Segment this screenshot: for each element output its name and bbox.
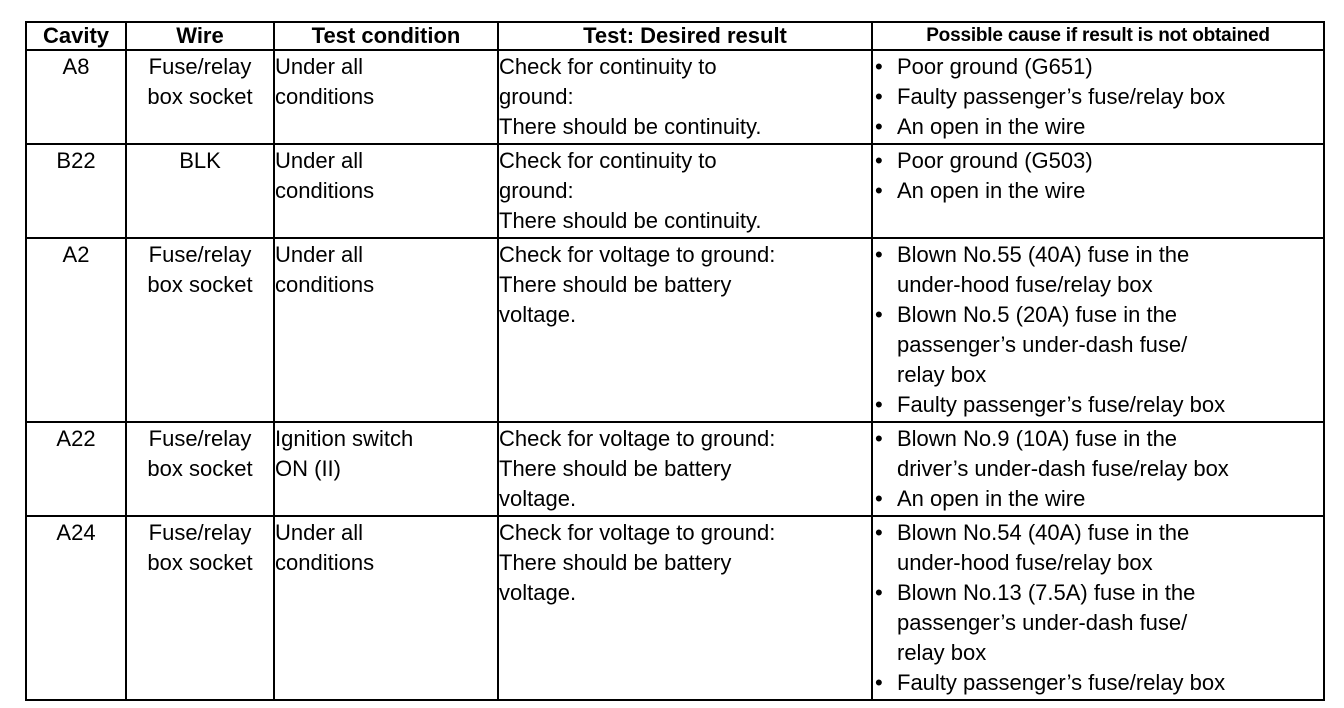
header-wire: Wire: [126, 22, 274, 50]
cause-line: Blown No.5 (20A) fuse in the: [897, 302, 1178, 327]
table-body: [26, 50, 1324, 700]
wire-cell: [126, 238, 274, 422]
test-condition-line: ON (II): [275, 456, 341, 481]
bullet-icon: •: [875, 114, 883, 139]
cavity-value: A22: [56, 426, 96, 451]
cause-line: Blown No.9 (10A) fuse in the: [897, 426, 1178, 451]
bullet-icon: •: [875, 54, 883, 79]
bullet-icon: •: [875, 242, 883, 267]
cavity-value: A24: [56, 520, 96, 545]
test-condition-line: conditions: [275, 178, 375, 203]
wire-line: Fuse/relay: [148, 54, 252, 79]
cause-line: passenger’s under-dash fuse/: [897, 610, 1188, 635]
table-row: [26, 238, 1324, 422]
cavity-value: B22: [56, 148, 96, 173]
cause-item: [873, 668, 1323, 698]
wire-cell: [126, 516, 274, 700]
cause-item: [873, 146, 1323, 176]
test-condition-line: conditions: [275, 84, 375, 109]
cause-line: Blown No.54 (40A) fuse in the: [897, 520, 1190, 545]
table-row: [26, 144, 1324, 238]
bullet-icon: •: [875, 486, 883, 511]
desired-result-line: There should be continuity.: [499, 114, 762, 139]
desired-result-line: Check for voltage to ground:: [499, 520, 776, 545]
desired-result-line: Check for continuity to: [499, 54, 717, 79]
cavity-cell: [26, 422, 126, 516]
possible-cause-cell: [872, 238, 1324, 422]
cause-item: [873, 300, 1323, 390]
table-row: [26, 516, 1324, 700]
cause-item: [873, 240, 1323, 300]
test-condition-line: Under all: [275, 54, 364, 79]
desired-result-line: There should be battery: [499, 550, 732, 575]
cause-item: [873, 484, 1323, 514]
cause-line: Poor ground (G503): [897, 148, 1093, 173]
cause-item: [873, 52, 1323, 82]
wire-cell: [126, 422, 274, 516]
desired-result-line: There should be battery: [499, 456, 732, 481]
cause-item: [873, 82, 1323, 112]
possible-cause-cell: [872, 516, 1324, 700]
possible-cause-cell: [872, 50, 1324, 144]
wire-line: BLK: [179, 148, 221, 173]
wire-line: Fuse/relay: [148, 520, 252, 545]
desired-result-cell: [498, 50, 872, 144]
test-condition-line: Under all: [275, 520, 364, 545]
desired-result-line: voltage.: [499, 486, 577, 511]
cavity-value: A2: [62, 242, 90, 267]
desired-result-line: ground:: [499, 84, 574, 109]
desired-result-line: Check for voltage to ground:: [499, 242, 776, 267]
cause-item: [873, 112, 1323, 142]
wire-line: Fuse/relay: [148, 242, 252, 267]
cause-line: Faulty passenger’s fuse/relay box: [897, 392, 1226, 417]
desired-result-cell: [498, 516, 872, 700]
desired-result-cell: [498, 144, 872, 238]
header-desired-result: Test: Desired result: [498, 22, 872, 50]
cause-item: [873, 424, 1323, 484]
test-condition-line: conditions: [275, 272, 375, 297]
cause-item: [873, 518, 1323, 578]
troubleshooting-table: [25, 21, 1325, 701]
cause-line: An open in the wire: [897, 486, 1086, 511]
desired-result-cell: [498, 238, 872, 422]
desired-result-cell: [498, 422, 872, 516]
bullet-icon: •: [875, 580, 883, 605]
test-condition-cell: [274, 516, 498, 700]
possible-cause-cell: [872, 422, 1324, 516]
cause-line: Poor ground (G651): [897, 54, 1093, 79]
cavity-value: A8: [62, 54, 90, 79]
cause-item: [873, 390, 1323, 420]
test-condition-cell: [274, 238, 498, 422]
cause-line: under-hood fuse/relay box: [897, 550, 1153, 575]
wire-line: box socket: [147, 550, 253, 575]
header-row: [26, 22, 1324, 50]
cavity-cell: [26, 238, 126, 422]
wire-line: box socket: [147, 84, 253, 109]
cause-line: relay box: [897, 362, 987, 387]
possible-cause-cell: [872, 144, 1324, 238]
test-condition-line: Under all: [275, 242, 364, 267]
test-condition-cell: [274, 50, 498, 144]
table-row: [26, 50, 1324, 144]
cause-line: under-hood fuse/relay box: [897, 272, 1153, 297]
bullet-icon: •: [875, 178, 883, 203]
bullet-icon: •: [875, 302, 883, 327]
table-row: [26, 422, 1324, 516]
test-condition-cell: [274, 144, 498, 238]
bullet-icon: •: [875, 148, 883, 173]
cause-line: relay box: [897, 640, 987, 665]
bullet-icon: •: [875, 426, 883, 451]
test-condition-cell: [274, 422, 498, 516]
cause-item: [873, 578, 1323, 668]
bullet-icon: •: [875, 392, 883, 417]
cavity-cell: [26, 516, 126, 700]
cause-line: Blown No.13 (7.5A) fuse in the: [897, 580, 1196, 605]
wire-cell: [126, 50, 274, 144]
cause-line: Faulty passenger’s fuse/relay box: [897, 670, 1226, 695]
test-condition-line: Ignition switch: [275, 426, 414, 451]
desired-result-line: There should be continuity.: [499, 208, 762, 233]
cause-line: passenger’s under-dash fuse/: [897, 332, 1188, 357]
desired-result-line: voltage.: [499, 580, 577, 605]
cavity-cell: [26, 144, 126, 238]
cause-line: Blown No.55 (40A) fuse in the: [897, 242, 1190, 267]
header-test-condition: Test condition: [274, 22, 498, 50]
test-condition-line: Under all: [275, 148, 364, 173]
header-possible-cause: Possible cause if result is not obtained: [872, 22, 1324, 50]
cause-line: An open in the wire: [897, 114, 1086, 139]
cause-item: [873, 176, 1323, 206]
desired-result-line: voltage.: [499, 302, 577, 327]
header-cavity: Cavity: [26, 22, 126, 50]
desired-result-line: ground:: [499, 178, 574, 203]
test-condition-line: conditions: [275, 550, 375, 575]
wire-line: box socket: [147, 272, 253, 297]
cause-line: An open in the wire: [897, 178, 1086, 203]
bullet-icon: •: [875, 670, 883, 695]
wire-line: Fuse/relay: [148, 426, 252, 451]
desired-result-line: Check for voltage to ground:: [499, 426, 776, 451]
cause-line: driver’s under-dash fuse/relay box: [897, 456, 1229, 481]
desired-result-line: Check for continuity to: [499, 148, 717, 173]
wire-line: box socket: [147, 456, 253, 481]
cause-line: Faulty passenger’s fuse/relay box: [897, 84, 1226, 109]
wire-cell: [126, 144, 274, 238]
cavity-cell: [26, 50, 126, 144]
bullet-icon: •: [875, 84, 883, 109]
bullet-icon: •: [875, 520, 883, 545]
desired-result-line: There should be battery: [499, 272, 732, 297]
